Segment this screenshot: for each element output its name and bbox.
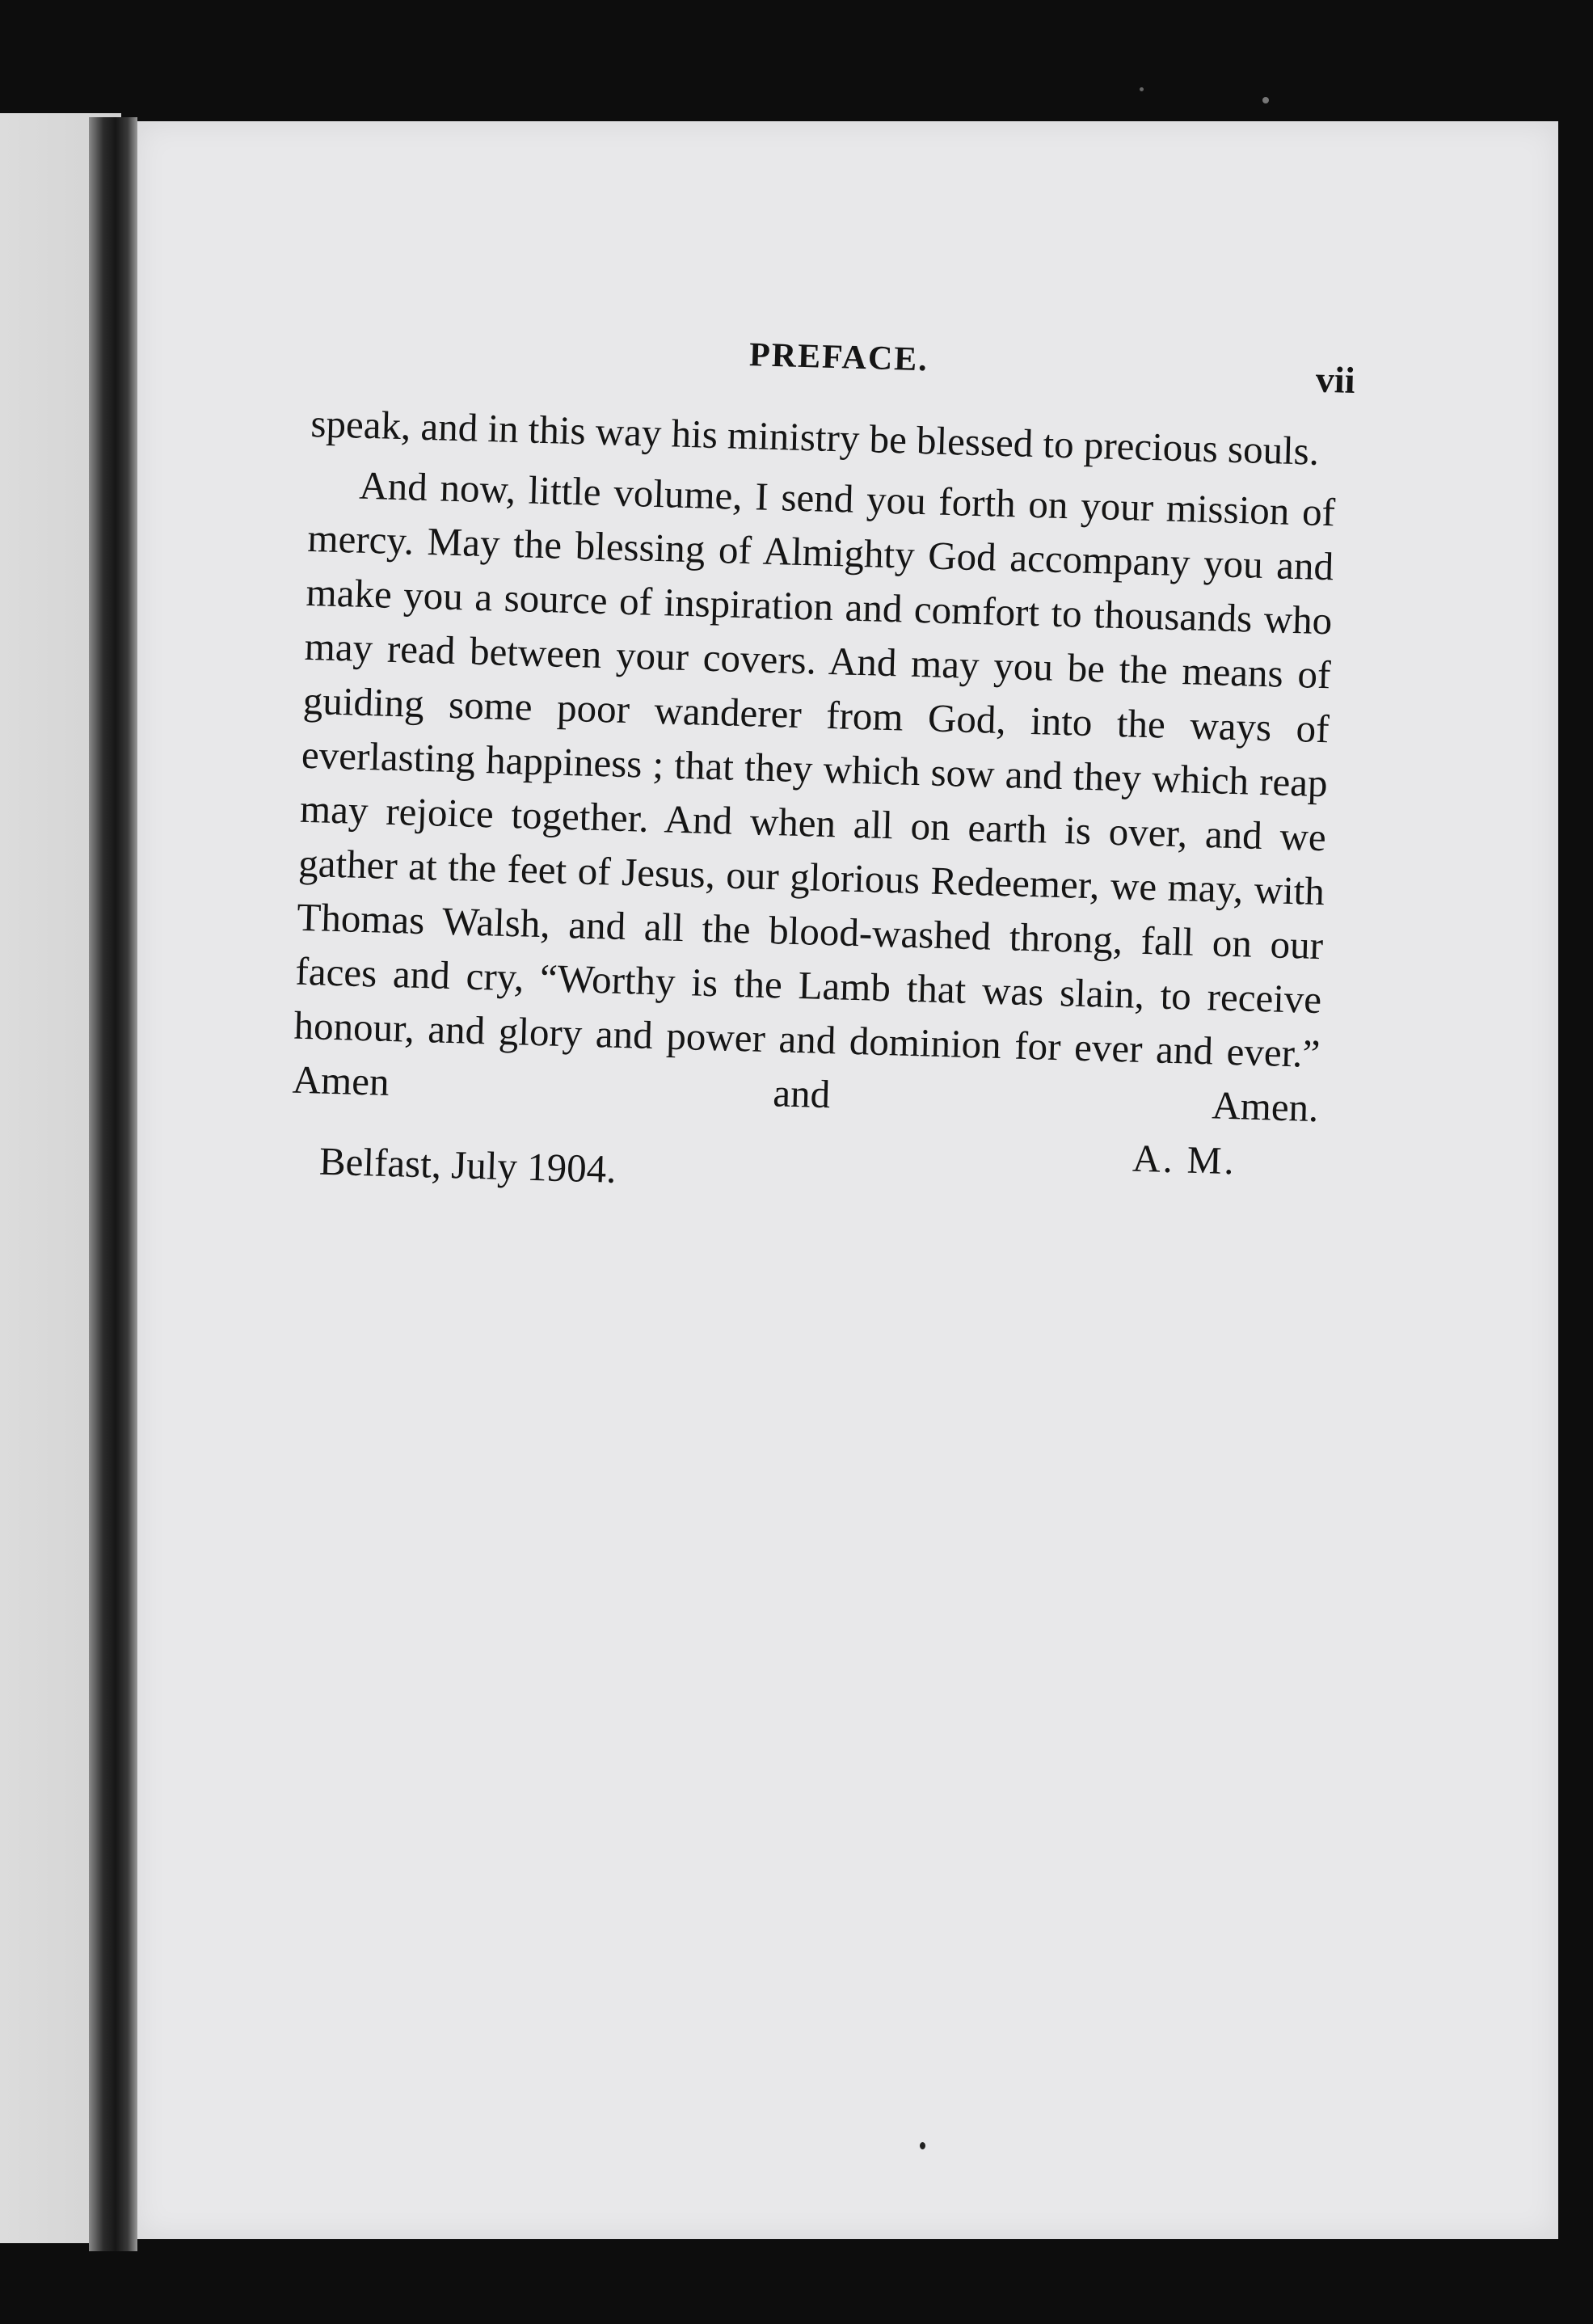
paragraph-continuation: speak, and in this way his ministry be blessed to precious souls.	[310, 400, 1320, 474]
running-head: PREFACE.	[748, 336, 929, 379]
ink-speck	[1140, 87, 1144, 91]
ink-speck	[1262, 97, 1269, 103]
author-initials: A. M.	[1132, 1137, 1237, 1183]
ink-speck	[920, 2142, 925, 2149]
paragraph-blessing: And now, little volume, I send you forth on your mission of mercy. May the blessing of Almighty God accompany you and make you a source of inspiration and comfort to thousands who may read between your covers. And may you be the means of guiding some poor wanderer from God, into the ways of everlasting happiness ; that they which sow and they which reap may rejoice together. And when all on earth is over, and we gather at the feet of Jesus, our glorious Redeemer, we may, with Thomas Walsh, and all the blood-washed throng, fall on our faces and cry, “Worthy is the Lamb that was slain, to receive honour, and glory and power and dominion for ever and ever.” Amen and Amen.	[292, 462, 1336, 1131]
place-and-date: Belfast, July 1904.	[318, 1138, 617, 1192]
binding-gutter	[89, 117, 137, 2251]
page-text-block	[289, 323, 1356, 1238]
page-number: vii	[1315, 358, 1356, 401]
